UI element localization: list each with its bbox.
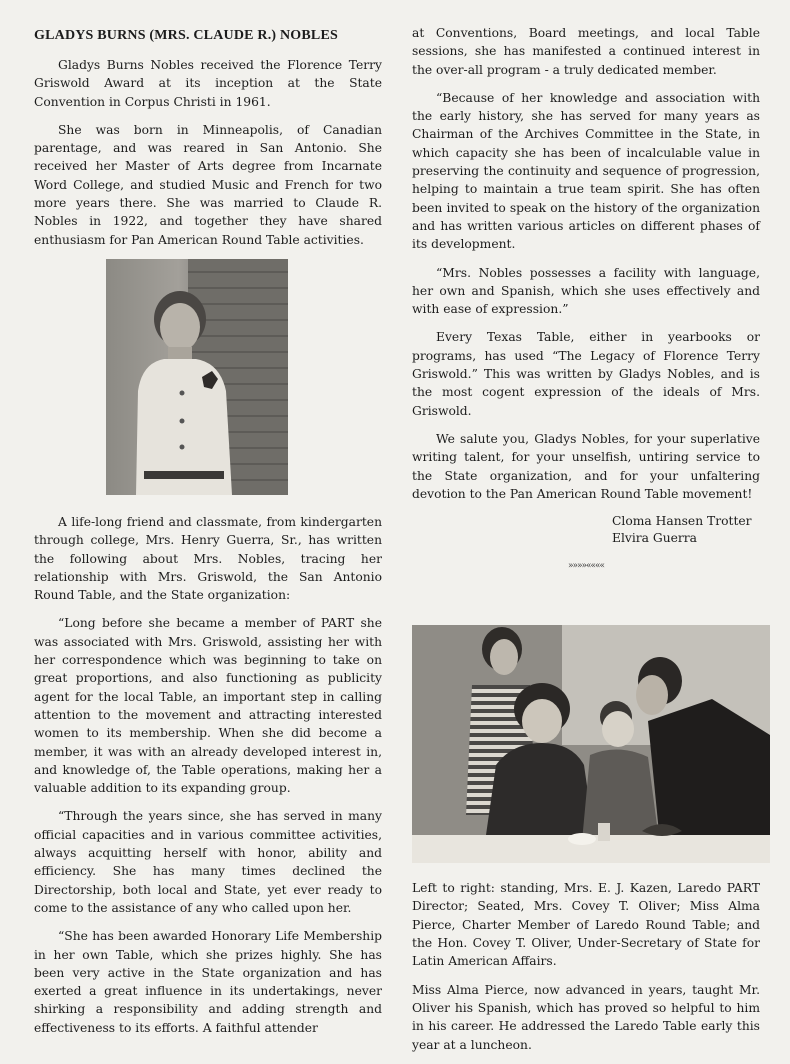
right-column [412,24,760,1064]
paragraph: “She has been awarded Honorary Life Membership in her own Table, which she prizes highly. She has been very active in the State organization and has exerted a great influence in its undertakings, never shirking a responsibility and adding strength and effectiveness to its efforts. A faithful attender [34,929,382,1035]
group-photo [412,625,770,863]
paragraph: “Through the years since, she has served in many official capacities and in various committee activities, always acquitting herself with honor, ability and efficiency. She has many times declined the Directorship, both local and State, yet ever ready to come to the assistance of any who called upon her. [34,809,382,915]
caption-paragraph: Miss Alma Pierce, now advanced in years, taught Mr. Oliver his Spanish, which has proved so helpful to him in his career. He addressed the Laredo Table early this year at a luncheon. [412,982,760,1052]
paragraph: We salute you, Gladys Nobles, for your superlative writing talent, for your unselfish, untiring service to the State organization, and for your unfaltering devotion to the Pan American Round Table movement! [412,431,760,501]
paragraph: Gladys Burns Nobles received the Florence Terry Griswold Award at its inception at the State Convention in Corpus Christi in 1961. [34,58,382,109]
paragraph: “Long before she became a member of PART she was associated with Mrs. Griswold, assisting her with her correspondence which was beginning to take on great proportions, and also functioning as publicity agent for the local Table, an important step in calling attention to the movement and attracting interested women to its membership. When she did become a member, it was with an already developed interest in, and knowledge of, the Table operations, making her a valuable addition to its expanding group. [34,616,382,796]
left-column [34,0,382,1047]
paragraph: at Conventions, Board meetings, and local Table sessions, she has manifested a continued interest in the over-all program - a truly dedicated member. [412,26,760,77]
paragraph: “Mrs. Nobles possesses a facility with language, her own and Spanish, which she uses effectively and with ease of expression.” [412,265,760,317]
paragraph: Every Texas Table, either in yearbooks or programs, has used “The Legacy of Florence Terry Griswold.” This was written by Gladys Nobles, and is the most cogent expression of the ideals of Mrs. Griswold. [412,330,760,418]
signature-name: Elvira Guerra [612,531,698,546]
article-heading: GLADYS BURNS (MRS. CLAUDE R.) NOBLES [34,28,338,43]
portrait-photo [106,259,288,495]
section-ornament: »»»»«««« [567,561,605,572]
signature-name: Cloma Hansen Trotter [612,514,752,529]
paragraph: A life-long friend and classmate, from kindergarten through college, Mrs. Henry Guerra, Sr., has written the following about Mrs. Nobles, tracing her relationship with Mrs. Griswold, the San Antonio Round Table, and the State organization: [34,514,382,603]
paragraph: “Because of her knowledge and association with the early history, she has served for many years as Chairman of the Archives Committee in the State, in which capacity she has been of incalculable value in preserving the continuity and sequence of progression, helping to maintain a true team spirit. She has often been invited to speak on the history of the organization and has written various articles on different phases of its development. [412,90,760,252]
caption-paragraph: Left to right: standing, Mrs. E. J. Kazen, Laredo PART Director; Seated, Mrs. Covey T. Oliver; Miss Alma Pierce, Charter Member of Laredo Round Table; and the Hon. Covey T. Oliver, Under-Secretary of State for Latin American Affairs. [412,881,760,969]
photo-caption [412,879,760,1054]
signature-block [412,513,760,547]
paragraph: She was born in Minneapolis, of Canadian parentage, and was reared in San Antonio. She received her Master of Arts degree from Incarnate Word College, and studied Music and French for two more years there. She was married to Claude R. Nobles in 1922, and together they have shared enthusiasm for Pan American Round Table activities. [34,122,382,247]
